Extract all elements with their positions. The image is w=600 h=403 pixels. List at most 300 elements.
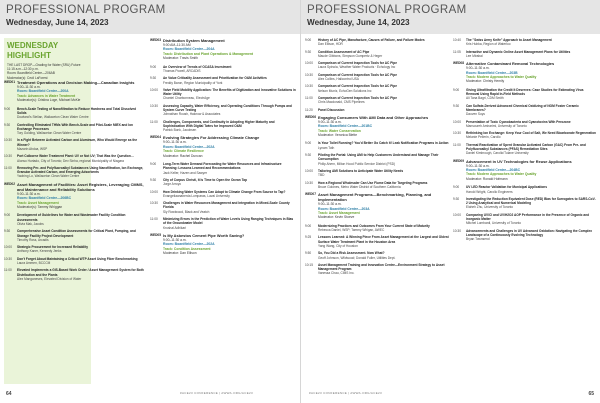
session-entry: [453, 120, 597, 129]
left-schedule-column: [4, 80, 144, 385]
workshop-moderator: Moderator: Kevin Stoeve: [318, 215, 355, 220]
workshop-time: 9:00–11:30 a.m.: [163, 237, 187, 242]
session-time: 9:00: [4, 213, 11, 218]
session-time: 9:30: [150, 178, 157, 182]
session-title: Is Your Toilet Running? You'd Better Go Catch It! Leak Notification Programs in Action: [318, 141, 449, 146]
footer-text-left: #ACE23 CONFERENCE | AWWA.ORG/ACE23: [180, 391, 253, 395]
workshop-block: [150, 38, 296, 61]
workshop-details: [466, 159, 597, 182]
session-title: Valve Field Mobility Application: The Benefits of Digitization and Innovative Solutions in Water Utility: [163, 87, 296, 97]
workshop-room: Room: Boardfield Centre—200A: [17, 89, 69, 94]
session-entry: [453, 229, 597, 242]
session-entry: [305, 181, 449, 190]
workshop-time: 9:00–11:30 a.m.: [17, 191, 41, 196]
session-entry: [4, 166, 144, 179]
session-time: 9:30: [453, 196, 460, 201]
session-title: UV LED Reactor Validation for Municipal Applications: [466, 185, 547, 190]
session-details: [318, 224, 449, 233]
session-time: 9:00: [305, 38, 312, 42]
session-title: The "Swiss Army Knife" Approach to Asset Management: [466, 38, 552, 42]
workshop-block: [150, 233, 296, 256]
session-details: [466, 197, 597, 210]
session-details: [163, 76, 296, 85]
session-title: Comprehensive Asset Condition Assessments for Critical Plant, Pumping, and Storage Facility Project Development: [17, 229, 136, 238]
session-time: 10:00: [453, 212, 461, 217]
session-time: 10:30: [305, 180, 313, 185]
session-details: [17, 107, 144, 120]
workshop-moderator: Moderator: Travis Smith: [163, 56, 198, 61]
session-presenter: Alex Manganeses, Elevated Division of Water: [17, 276, 82, 281]
session-details: [163, 65, 296, 74]
right-schedule-column-a: [305, 38, 449, 385]
session-time: 10:40: [453, 38, 461, 42]
session-presenter: Yaobing Lo, Wallaceton Clean Water Centre: [17, 174, 80, 179]
workshop-title: Asset Management of Facilities: Asset Registers, Leveraging CMMS, and Maintenance and Reliability Solutions: [17, 181, 144, 192]
session-details: [466, 104, 597, 117]
session-title: Tailoring AMI Solutions to Anticipate Water Utility Needs: [318, 168, 404, 173]
session-time: 9:00: [150, 64, 157, 69]
session-details: [318, 153, 449, 166]
session-presenter: Melanie Pellerin, Carollo: [466, 135, 501, 140]
right-schedule-column-b: [453, 38, 597, 385]
workshop-title: Engaging Consumers With AMI Data and Other Approaches: [318, 114, 429, 120]
session-details: [17, 257, 144, 266]
right-page-header: [301, 0, 600, 34]
session-title: Asset Management Training and Innovation Centre—Environment Strategy to Asset Management Program: [318, 262, 445, 272]
workshop-time: 9:00–11:30 a.m.: [318, 202, 342, 207]
session-details: [17, 123, 144, 136]
program-title: PROFESSIONAL PROGRAM: [307, 4, 467, 16]
left-page-header: [0, 0, 300, 34]
session-time: 10:15: [305, 262, 313, 267]
workshop-room: Room: Boardfield Centre—203A: [318, 206, 370, 211]
session-time: 10:30: [453, 228, 461, 233]
session-entry: [453, 88, 597, 101]
session-entry: [305, 61, 449, 70]
session-entry: [150, 162, 296, 175]
workshop-title: Treatment Operations and Decision Making—Canadian Insights: [17, 80, 135, 85]
session-time: 10:30: [453, 131, 461, 136]
session-title: An Overview of Trends of OCASA Investment: [163, 64, 232, 69]
session-time: 9:50: [305, 251, 312, 256]
session-time: 11:00: [453, 142, 461, 147]
session-entry: [4, 138, 144, 151]
session-time: 10:30: [4, 256, 12, 261]
session-presenter: Vanessa Chau, CIMS Inc.: [318, 271, 355, 276]
session-time: 11:00: [4, 268, 12, 273]
workshop-time: 9:00–11:30 a.m.: [318, 119, 342, 124]
session-title: Rethinking Ion Exchange: Keep Your Cool of Salt, We Need Bicarbonate Regeneration: [466, 131, 596, 136]
session-details: [318, 73, 449, 82]
session-details: [163, 162, 296, 175]
session-title: Bench-Scale Testing of Nanofiltration to Reduce Hardness and Total Dissolved Solids: [17, 106, 137, 115]
session-title: Comparison of Current Inspection Tools for AC Pipe: [318, 72, 397, 77]
program-date: Wednesday, June 14, 2023: [307, 18, 410, 27]
session-entry: [150, 178, 296, 187]
session-presenter: Daoven Suyu: [466, 112, 486, 117]
session-time: 10:30: [305, 84, 313, 89]
session-title: Minimizing Errors in the Prediction of Water Levels Using Ranging Techniques in Bias of the Groundwater Model: [163, 217, 294, 226]
session-title: Strategic Procurement for Increased Reliability: [17, 245, 89, 250]
workshop-code: WED09: [453, 158, 464, 163]
session-title: So, You Did a Risk Assessment. Now What?: [318, 251, 385, 256]
session-time: 9:25: [305, 235, 312, 240]
session-presenter: Freddy Baron, Region Municipality of York: [163, 80, 223, 85]
session-entry: [4, 229, 144, 242]
session-presenter: Sly Rowlwood, Black and Veatch: [163, 209, 210, 214]
workshop-moderator: Moderator: Dan Ellison: [163, 251, 197, 256]
footer-text-right: #ACE23 CONFERENCE | AWWA.ORG/ACE23: [309, 391, 382, 395]
session-presenter: Alex Collins, Halicontrol USA: [318, 77, 359, 82]
session-title: Development of Guidelines for Water and Wastewater Facility Condition Assessments: [17, 213, 126, 222]
session-presenter: Anthony Kaner, Kennedy Jenks: [17, 249, 62, 254]
session-details: [466, 185, 597, 194]
session-entry: [305, 169, 449, 178]
workshop-track: Track: Climate Resilience: [163, 149, 204, 154]
workshop-moderator: Moderator: Veronica Blette: [318, 133, 358, 138]
session-title: Assessing Capacity, Water Efficiency, and Operating Conditions Through Pumps and System Curve Testing: [163, 103, 292, 112]
session-details: [318, 61, 449, 70]
workshop-block: [453, 61, 597, 84]
session-title: Condition Assessment of AC Pipe: [318, 49, 370, 54]
session-time: 10:00: [150, 87, 158, 92]
workshop-time: 9:00 AM–11:30 AM: [163, 43, 191, 47]
workshop-room: Room: Boardfield Centre—204A: [163, 47, 215, 52]
session-time: 11:00: [4, 165, 12, 170]
workshop-details: [163, 135, 296, 158]
session-entry: [453, 131, 597, 140]
workshop-moderator: Moderator(s): Tammy Whiggan: [17, 205, 63, 209]
session-title: Modernizing Practices and Outcomes From Your Current State of Maturity: [318, 223, 430, 228]
page-number-right: 65: [588, 391, 594, 397]
workshop-block: [4, 182, 144, 210]
session-details: [318, 235, 449, 248]
session-time: 9:00: [305, 223, 312, 228]
session-time: 9:00: [453, 87, 460, 92]
workshop-time: 9:00–11:30 a.m.: [466, 163, 490, 168]
session-title: How a Regional Wholesaler Can Use Flume Data for Targeting Programs: [318, 180, 428, 185]
session-time: 11:05: [453, 49, 461, 54]
workshop-details: [466, 61, 597, 84]
session-details: [466, 131, 597, 140]
session-details: [318, 181, 449, 190]
session-entry: [305, 153, 449, 166]
session-details: [163, 190, 296, 199]
session-entry: [305, 235, 449, 248]
workshop-room: Room: Boardfield Centre—202A: [163, 242, 215, 247]
session-title: Piloting the Portal: Using AMI to Help Customers Understand and Manage Their Consumption: [318, 153, 439, 162]
session-title: Advancements and Challenges in UV Advanced Oxidation: Navigating the Complex Landscape of a Continuously Evolving Technology: [466, 228, 592, 237]
session-title: Removing Per- and Polyfluoroalkyl Substances Using Nanofiltration, Ion Exchange, Granular Activated Carbon, and Emerging Adsorbents: [17, 165, 144, 175]
session-presenter: Philip Ahern, Milton Hood Public Service District (PSD): [318, 161, 396, 166]
workshop-track: Track: Asset Management: [17, 200, 59, 205]
session-details: [466, 213, 597, 226]
session-details: [163, 217, 296, 230]
workshop-code: WED07: [305, 192, 316, 197]
workshop-block: [150, 135, 296, 158]
workshop-details: [17, 182, 144, 210]
session-entry: [4, 213, 144, 226]
session-details: [17, 154, 144, 163]
session-presenter: TBD: [318, 173, 325, 178]
session-title: Don't Forget About Maintaining a Critical WTP Asset Using Fiber Benchmarking: [17, 256, 138, 261]
session-time: 9:30: [4, 122, 11, 127]
session-title: Long-Term Water Demand Forecasting for Water Resources and Infrastructure Planning: Lessons Learned and Recommendations: [163, 162, 282, 171]
workshop-time: 9:00–11:30 a.m.: [466, 66, 490, 71]
session-details: [17, 213, 144, 226]
session-time: 9:30: [150, 76, 157, 81]
workshop-code: WED03: [150, 38, 161, 42]
session-presenter: Mazarin Abdoa, WSP: [17, 147, 48, 151]
session-entry: [305, 224, 449, 233]
session-presenter: Johnathan Roush, Halcrow & Associates: [163, 112, 221, 117]
session-entry: [453, 185, 597, 194]
session-entry: [150, 217, 296, 230]
session-title: An Value Criticality Assessment and Prioritization for O&M Activities: [163, 76, 267, 81]
workshop-block: [305, 192, 449, 220]
session-presenter: Laura Spinola, Weather Water Products · Echology Inc: [318, 65, 396, 70]
session-presenter: Nelson Muniz, EchoGen Solutions Inc: [318, 88, 372, 93]
session-entry: [4, 154, 144, 163]
session-time: 10:00: [305, 61, 313, 66]
session-presenter: Evangeliaanaberda Lomparas, Laval University: [163, 193, 230, 198]
session-presenter: Maude Gibbons, Simpson Gumpertz & Heger: [318, 53, 383, 58]
session-details: [17, 166, 144, 179]
session-presenter: Lynam Toth: [318, 145, 335, 150]
session-time: 9:00: [305, 141, 312, 146]
session-presenter: Jack Keller, Hazen and Sawyer: [163, 170, 208, 175]
session-details: [163, 178, 296, 187]
session-entry: [150, 88, 296, 101]
session-presenter: Jorge Arroyo: [163, 182, 182, 187]
session-time: 9:30: [4, 229, 11, 234]
session-presenter: Yang Wang, City of Houston: [318, 243, 358, 248]
session-entry: [4, 268, 144, 281]
workshop-title: Is My Asbestos Cement Pipe Worth Saving?: [163, 232, 245, 238]
workshop-moderator: Moderator: Ronald Hofmann: [466, 176, 508, 181]
workshop-room: Room: Boardfield Centre—206BC: [17, 196, 72, 201]
workshop-code: WED01: [4, 80, 15, 84]
session-time: 9:30: [305, 153, 312, 158]
session-details: [318, 263, 449, 276]
session-details: [466, 120, 597, 129]
session-time: 10:30: [4, 138, 12, 143]
session-time: 10:00: [4, 245, 12, 250]
session-presenter: Daniel Kimbrough, Carollo/Tulane University: [466, 151, 529, 156]
session-time: 9:30: [453, 103, 460, 108]
session-presenter: Geoff Johnson, Wildwood; Donald Fuller, Utilities Dept.: [318, 255, 396, 260]
session-title: Presentation of Toxic Cyanobacteria and Cyanotoxins With Perozone: [466, 119, 571, 124]
session-title: Challenges in Water Resources Management and Integration in Mixed-Scale County Florida: [163, 201, 290, 210]
session-title: Comparison of Current Inspection Tools for AC Pipe: [318, 84, 397, 89]
session-entry: [305, 38, 449, 47]
session-presenter: Olivia Mak, Jacobs: [17, 222, 44, 226]
middle-schedule-column: [150, 38, 296, 385]
session-details: [466, 88, 597, 101]
session-entry: [305, 108, 449, 112]
session-presenter: Bruce Goldnes, Metro Water District of Southern California: [318, 184, 401, 189]
workshop-code: WED06: [305, 114, 316, 119]
session-presenter: Thomas Powell, ARCADIS: [163, 68, 201, 73]
session-title: Port Colborne Water Treatment Plant: UV or Not UV; That Was the Question…: [17, 154, 134, 159]
workshop-time: 9:00–11:30 a.m.: [17, 85, 41, 89]
session-details: [318, 38, 449, 47]
session-presenter: Elaheh Zhu, University of Toronto: [466, 205, 514, 210]
session-details: [17, 229, 144, 242]
session-title: Comparing UV/Cl and UV/H2O2 AOP Performance in the Presence of Organic and Inorganic Matter: [466, 212, 590, 222]
session-entry: [305, 263, 449, 276]
session-presenter: Chris Macdonald, CMS Pipelines: [318, 100, 365, 105]
workshop-moderator: Moderator: Christy Hemily: [466, 79, 505, 84]
session-entry: [453, 143, 597, 156]
session-details: [466, 229, 597, 242]
session-time: 9:30: [305, 49, 312, 54]
session-entry: [453, 50, 597, 59]
highlight-line: Moderator(s): Cecil LaForest: [7, 75, 48, 80]
session-details: [163, 104, 296, 117]
session-presenter: Mitchel Lombardi, University of Toronto: [466, 221, 522, 226]
session-title: Elevated Implements a GIS-Based Work Order / Asset Management System for Both Distribution and the Plants: [17, 268, 144, 277]
workshop-time: 9:00–11:30 a.m.: [163, 140, 187, 145]
session-presenter: Rebecca Daniel, WSP; Tammy Whigan, AWEC: [318, 228, 385, 233]
session-time: 10:30: [305, 72, 313, 77]
session-title: Panel Discussion: [318, 107, 345, 112]
workshop-title: Distribution System Management: [163, 38, 225, 43]
workshop-track: Track: Distribution and Plant Operations & Management: [163, 51, 254, 56]
session-title: Interactive and Dynamic Online Asset Management Plans for Utilities: [466, 49, 571, 54]
session-entry: [305, 141, 449, 150]
session-title: Giving Ultrafiltration the Credit It Deserves: Case Studies for Estimating Virus Removal Using Rapid In-Field Methods: [466, 87, 584, 97]
session-entry: [453, 197, 597, 210]
workshop-room: Room: Boardfield Centre—202A: [163, 144, 215, 149]
session-presenter: Harold Wright, Carollo Engineers: [466, 189, 513, 194]
session-presenter: Alonso Hurtado, City of Toronto; Dev Sinha, regional Municipality of Niagara: [17, 158, 124, 163]
session-time: 11:20: [305, 107, 313, 112]
session-presenter: Lee Mirabal: [466, 53, 483, 58]
session-entry: [150, 201, 296, 214]
session-details: [466, 143, 597, 156]
session-entry: [453, 104, 597, 117]
workshop-details: [17, 80, 144, 103]
workshop-title: Advancement in UV Technologies for Reuse Applications: [466, 158, 572, 164]
highlight-line: Room: Boardfield Centre—206AB: [7, 71, 55, 76]
workshop-details: [318, 115, 449, 138]
workshop-details: [318, 192, 449, 220]
session-entry: [4, 245, 144, 254]
workshop-title: Alternative Contaminant Removal Technologies: [466, 61, 555, 67]
session-details: [318, 50, 449, 59]
session-entry: [453, 213, 597, 226]
session-presenter: Laura Ammen, BCCCM: [17, 261, 51, 266]
session-details: [318, 251, 449, 260]
program-date: Wednesday, June 14, 2023: [6, 18, 109, 27]
session-time: 11:00: [305, 95, 313, 100]
workshop-block: [4, 80, 144, 103]
session-presenter: Dowland's Stellan, Wallaceton Clean Water Centre: [17, 115, 89, 120]
session-title: Lessons Learned: A Winning Piece From Asset Management at the Largest and Oldest Surface Water Treatment Plant in the Houston Area: [318, 235, 449, 244]
workshop-track: Track: Modern Approaches to Water Quality: [466, 172, 537, 177]
highlight-title: WEDNESDAY HIGHLIGHT: [7, 41, 59, 60]
workshop-code: WED05: [150, 232, 161, 237]
session-details: [318, 108, 449, 112]
page-number-left: 64: [6, 391, 12, 397]
workshop-code: WED02: [4, 181, 15, 186]
session-entry: [150, 104, 296, 117]
session-presenter: Patrick Bonk, Jacobsen: [163, 128, 197, 133]
session-details: [318, 84, 449, 93]
session-presenter: Bryan Townsend: [466, 237, 490, 242]
session-title: History of AC Pipe, Manufacture, Causes of Failure, and Failure Modes: [318, 38, 425, 42]
workshop-moderator: Moderator(s): Cristina Loge, Michael McKie: [17, 98, 81, 103]
highlight-line: 11:15 a.m.–12:30 p.m.: [7, 67, 39, 72]
session-time: 10:30: [4, 154, 12, 159]
workshop-track: Track: Asset Management: [318, 210, 360, 215]
session-presenter: Mansoureh Amirarimi, University of Toronto: [466, 123, 527, 128]
session-time: 11:00: [150, 217, 158, 222]
session-entry: [4, 257, 144, 266]
session-entry: [150, 120, 296, 133]
session-title: City of Corpus Christi, It Is Time to Open the Ocean Tap: [163, 178, 248, 182]
session-entry: [305, 251, 449, 260]
workshop-block: [453, 159, 597, 182]
session-details: [318, 141, 449, 150]
session-details: [17, 268, 144, 281]
session-title: How Drinking Water Systems Can Adapt to Climate Change From Source to Tap?: [163, 189, 286, 194]
session-presenter: Chantel Charbonneau, ElectrAge: [163, 96, 210, 101]
session-time: 9:00: [150, 162, 157, 167]
session-title: In a Fight Between Activated Carbon and Aluminum, Who Would Emerge as the Winner?: [17, 138, 138, 147]
highlight-line: THE LAST DROP—Grading for Water (SRU) Future: [7, 63, 81, 67]
workshop-track: Track: Advances in Water Treatment: [17, 93, 76, 98]
session-time: 10:30: [150, 201, 158, 206]
session-title: Comparison of Current Inspection Tools for AC Pipe: [318, 95, 397, 100]
session-time: 10:30: [150, 103, 158, 108]
session-details: [163, 120, 296, 133]
workshop-room: Room: Boardfield Centre—204BC: [466, 168, 521, 173]
session-presenter: Dan Ellison, HDR: [318, 42, 343, 47]
session-time: 10:00: [150, 189, 158, 194]
session-presenter: Tory Golding, Wallaceton Clean Water Centre: [17, 131, 82, 136]
workshop-details: [163, 233, 296, 256]
session-entry: [305, 50, 449, 59]
session-presenter: Kris Hubka, Region of Waterloo: [466, 42, 511, 47]
session-time: 9:00: [4, 106, 11, 111]
session-entry: [453, 38, 597, 47]
workshop-title: Asset Management Programs—Benchmarking, Planning, and Implementation: [318, 192, 432, 203]
session-title: Can Sulfate-Derived Advanced Chemical Oxidizing of NOM Foster Ceramic Membranes?: [466, 103, 579, 112]
session-entry: [150, 190, 296, 199]
workshop-room: Room: Boardfield Centre—201BC: [318, 124, 373, 129]
session-title: Controlling Eliminated THMs With Bench-Scale and Pilot-Scale MIEX and Ion Exchange Processes: [17, 122, 133, 131]
session-presenter: Krushal Adhikari: [163, 225, 187, 230]
workshop-track: Track: Condition Assessment: [163, 246, 211, 251]
session-presenter: Ali Tana Bagri, CDM Smith: [466, 96, 504, 101]
session-details: [163, 88, 296, 101]
program-title: PROFESSIONAL PROGRAM: [6, 4, 166, 16]
session-details: [318, 96, 449, 105]
session-time: 10:00: [453, 119, 461, 124]
workshop-moderator: Moderator: Rachel Duncan: [163, 153, 203, 158]
session-time: 11:00: [150, 119, 158, 124]
workshop-track: Track: Modern Approaches to Water Quality: [466, 75, 537, 79]
session-entry: [305, 73, 449, 82]
workshop-code: WED08: [453, 61, 464, 66]
session-title: Challenges, Components, and Continuity in Adopting Higher Maturity and Sophistication With Digital Twins for Improved O&M: [163, 119, 275, 128]
session-title: Comparison of Current Inspection Tools for AC Pipe: [318, 61, 397, 66]
workshop-code: WED04: [150, 135, 161, 140]
session-details: [163, 201, 296, 214]
session-title: Investigating the Reduction Equivalent Dose (RED) Bias for Surrogates to SARS-CoV-2 Using Analytical and Numerical Modeling: [466, 196, 596, 206]
